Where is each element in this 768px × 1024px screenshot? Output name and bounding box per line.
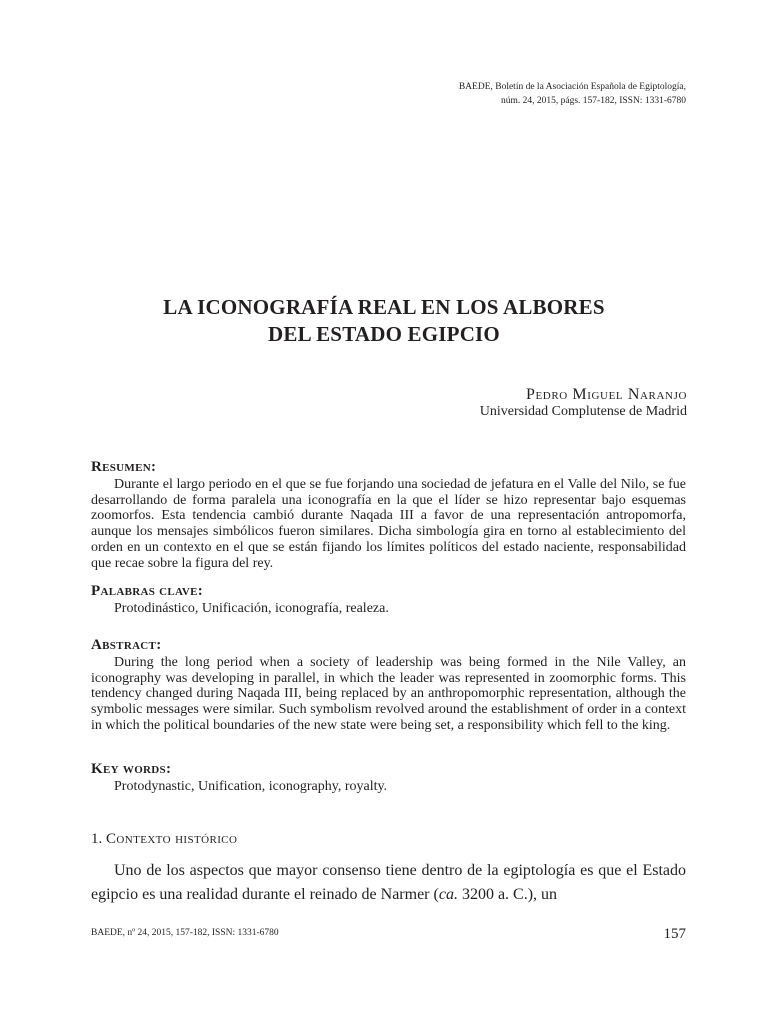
resumen-heading: Resumen:	[91, 459, 157, 475]
article-title-line-2: DEL ESTADO EGIPCIO	[268, 322, 500, 346]
resumen-section	[91, 458, 686, 571]
body-paragraph-text-1: Uno de los aspectos que mayor consenso tiene dentro de la egiptología es que el Estado egipcio es una realidad durante el reinado de Narmer (	[91, 862, 686, 903]
palabras-clave-heading: Palabras clave:	[91, 583, 204, 599]
section-heading	[91, 831, 237, 848]
palabras-clave-section	[91, 582, 686, 617]
abstract-section	[91, 636, 686, 734]
section-number: 1.	[91, 831, 103, 847]
running-head-journal: BAEDE, Boletín de la Asociación Española de Egiptología,	[458, 82, 686, 92]
author-affiliation: Universidad Complutense de Madrid	[479, 404, 687, 419]
body-paragraph-italic: ca.	[438, 886, 458, 903]
author-name: Pedro Miguel Naranjo	[525, 386, 687, 403]
palabras-clave-text: Protodinástico, Unificación, iconografía, realeza.	[114, 601, 389, 616]
body-paragraph	[91, 859, 686, 907]
abstract-text: During the long period when a society of leadership was being formed in the Nile Valley, an iconography was developing in parallel, in which the leader was represented in zoomorphic forms. This tendency changed during Naqada III, being replaced by an anthropomorphic representation, although the symbolic messages were similar. Such symbolism revolved around the establishment of order in a context in which the political boundaries of the new state were being set, a responsibility which fell to the king.	[91, 655, 686, 733]
abstract-heading: Abstract:	[91, 637, 162, 653]
article-title	[0, 294, 768, 348]
running-head-issue: núm. 24, 2015, págs. 157-182, ISSN: 1331-6780	[501, 96, 686, 106]
footer-citation: BAEDE, nº 24, 2015, 157-182, ISSN: 1331-6780	[91, 928, 279, 938]
key-words-text: Protodynastic, Unification, iconography, royalty.	[114, 779, 388, 794]
section-title: Contexto histórico	[106, 831, 238, 847]
article-title-line-1: LA ICONOGRAFÍA REAL EN LOS ALBORES	[163, 295, 605, 319]
page-number: 157	[663, 926, 686, 942]
resumen-text: Durante el largo periodo en el que se fue forjando una sociedad de jefatura en el Valle del Nilo, se fue desarrollando de forma paralela una iconografía en la que el líder se hizo representar bajo esquemas zoomorfos. Esta tendencia cambió durante Naqada III a favor de una representación antropomorfa, aunque los mensajes simbólicos fueron similares. Dicha simbología gira en torno al establecimiento del orden en un contexto en el que se están fijando los límites políticos del estado naciente, responsabilidad que recae sobre la figura del rey.	[91, 477, 686, 571]
key-words-heading: Key words:	[91, 761, 172, 777]
running-head	[286, 80, 686, 108]
key-words-section	[91, 760, 686, 795]
body-paragraph-text-2: 3200 a. C.), un	[457, 886, 558, 903]
